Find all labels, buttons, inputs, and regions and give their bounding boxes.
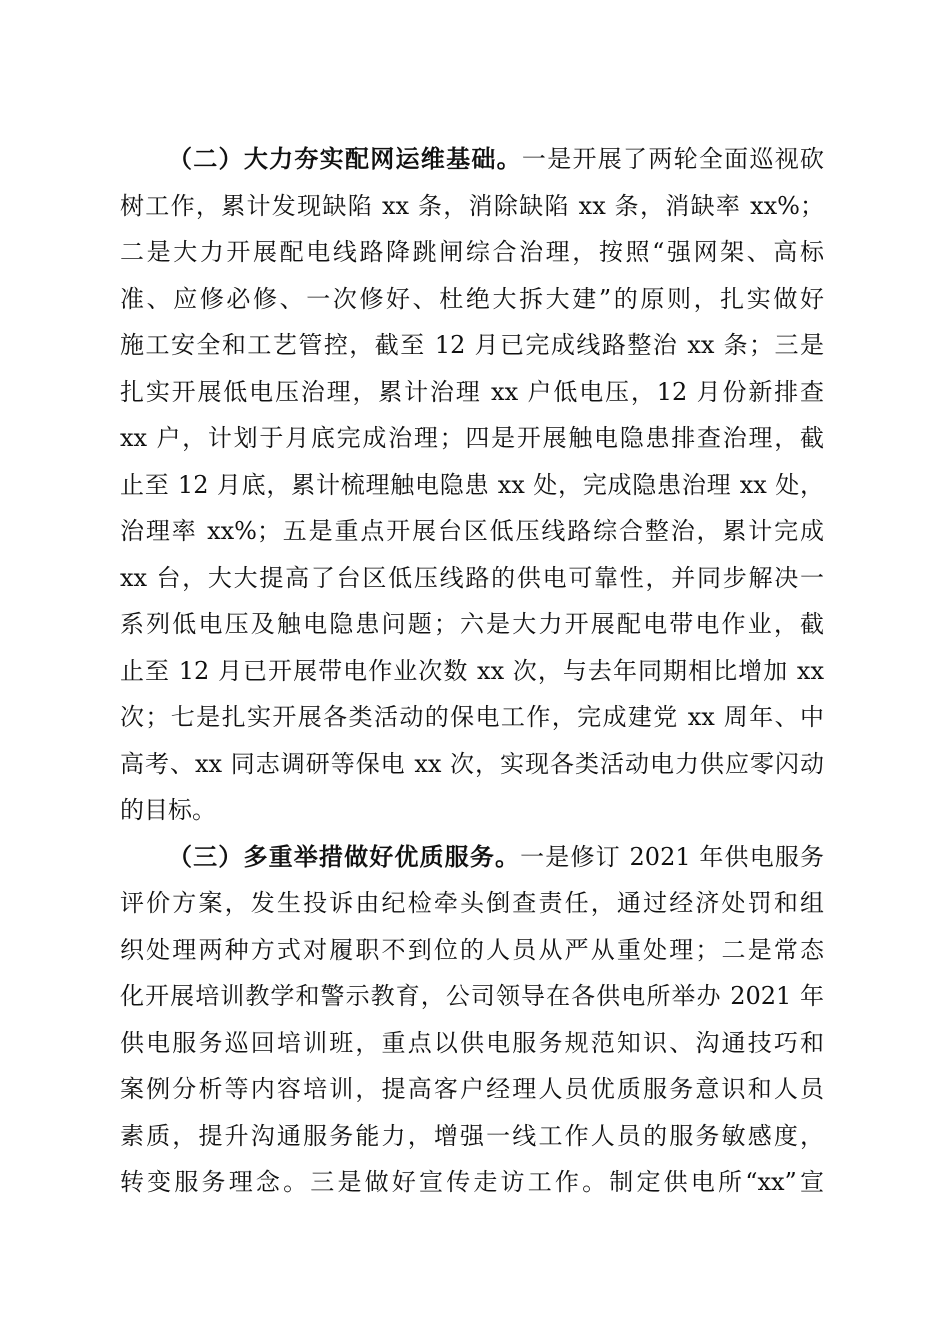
section-3-line: 素质，提升沟通服务能力，增强一线工作人员的服务敏感度，: [120, 1121, 824, 1150]
section-2-heading: （二）大力夯实配网运维基础。: [168, 144, 522, 173]
section-2-line: 系列低电压及触电隐患问题；六是大力开展配电带电作业，截: [120, 610, 824, 638]
section-3-line: 案例分析等内容培训，提高客户经理人员优质服务意识和人员: [120, 1075, 824, 1103]
section-3-line: 织处理两种方式对履职不到位的人员从严从重处理；二是常态: [120, 935, 824, 964]
section-3-line: 评价方案，发生投诉由纪检牵头倒查责任，通过经济处罚和组: [120, 889, 824, 917]
section-2-line: 治理率 xx%；五是重点开展台区低压线路综合整治，累计完成: [120, 517, 824, 545]
section-3-first-line-text: 一是修订 2021 年供电服务: [520, 842, 824, 871]
section-2-line: 高考、xx 同志调研等保电 xx 次，实现各类活动电力供应零闪动: [120, 749, 824, 778]
section-2-line: 树工作，累计发现缺陷 xx 条，消除缺陷 xx 条，消缺率 xx%；: [120, 191, 824, 220]
section-2-first-line-text: 一是开展了两轮全面巡视砍: [521, 145, 825, 173]
section-2-line: xx 台，大大提高了台区低压线路的供电可靠性，并同步解决一: [120, 563, 824, 592]
section-3-first-line: [120, 834, 824, 881]
section-2-line: 准、应修必修、一次修好、杜绝大拆大建”的原则，扎实做好: [120, 284, 824, 313]
section-3-heading: （三）多重举措做好优质服务。: [168, 841, 521, 871]
section-2-line: 二是大力开展配电线路降跳闸综合治理，按照“强网架、高标: [120, 238, 824, 266]
section-2-line: xx 户，计划于月底完成治理；四是开展触电隐患排查治理，截: [120, 424, 824, 452]
document-page: [120, 136, 824, 1206]
section-2-line: 扎实开展低电压治理，累计治理 xx 户低电压，12 月份新排查: [120, 377, 824, 406]
section-2-last-line: 的目标。: [120, 796, 216, 824]
section-3-line: 供电服务巡回培训班，重点以供电服务规范知识、沟通技巧和: [120, 1028, 824, 1057]
section-2-line: 止至 12 月底，累计梳理触电隐患 xx 处，完成隐患治理 xx 处，: [120, 470, 824, 499]
section-2-line: 施工安全和工艺管控，截至 12 月已完成线路整治 xx 条；三是: [120, 331, 824, 359]
section-3-line: 转变服务理念。三是做好宣传走访工作。制定供电所“xx”宣: [120, 1168, 824, 1196]
section-2-first-line: [120, 136, 824, 183]
section-2-line: 止至 12 月已开展带电作业次数 xx 次，与去年同期相比增加 xx: [120, 656, 824, 685]
section-3-line: 化开展培训教学和警示教育，公司领导在各供电所举办 2021 年: [120, 982, 824, 1010]
section-2-line: 次；七是扎实开展各类活动的保电工作，完成建党 xx 周年、中: [120, 703, 824, 731]
